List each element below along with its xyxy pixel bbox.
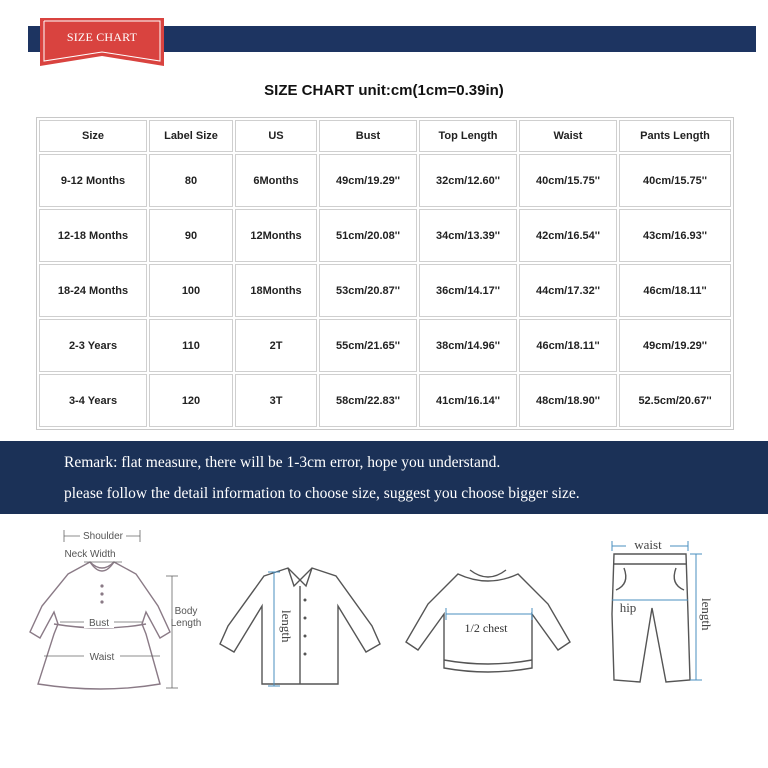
table-cell: 52.5cm/20.67'' xyxy=(619,374,731,427)
col-header-waist: Waist xyxy=(519,120,617,152)
col-header-bust: Bust xyxy=(319,120,417,152)
neck-width-label: Neck Width xyxy=(64,549,116,560)
table-cell: 53cm/20.87'' xyxy=(319,264,417,317)
table-cell: 46cm/18.11'' xyxy=(519,319,617,372)
table-cell: 12-18 Months xyxy=(39,209,147,262)
table-cell: 46cm/18.11'' xyxy=(619,264,731,317)
remark-line-2: please follow the detail information to choose size, suggest you choose bigger size. xyxy=(64,485,580,502)
table-row xyxy=(39,264,731,317)
table-cell: 2T xyxy=(235,319,317,372)
measurement-diagrams xyxy=(0,514,768,734)
table-cell: 42cm/16.54'' xyxy=(519,209,617,262)
table-cell: 100 xyxy=(149,264,233,317)
pants-diagram xyxy=(590,514,740,704)
body-length-label-2: Length xyxy=(170,618,202,629)
table-cell: 41cm/16.14'' xyxy=(419,374,517,427)
table-cell: 110 xyxy=(149,319,233,372)
table-cell: 32cm/12.60'' xyxy=(419,154,517,207)
table-cell: 49cm/19.29'' xyxy=(619,319,731,372)
size-table xyxy=(36,117,734,430)
col-header-us: US xyxy=(235,120,317,152)
table-row xyxy=(39,209,731,262)
table-cell: 49cm/19.29'' xyxy=(319,154,417,207)
table-cell: 51cm/20.08'' xyxy=(319,209,417,262)
col-header-label-size: Label Size xyxy=(149,120,233,152)
size-chart-badge xyxy=(40,18,164,70)
sweater-diagram xyxy=(398,514,578,704)
table-cell: 6Months xyxy=(235,154,317,207)
table-cell: 40cm/15.75'' xyxy=(519,154,617,207)
table-row xyxy=(39,374,731,427)
table-cell: 3-4 Years xyxy=(39,374,147,427)
badge-label: SIZE CHART xyxy=(66,30,138,44)
bust-label: Bust xyxy=(88,618,110,629)
table-cell: 18-24 Months xyxy=(39,264,147,317)
remark-band xyxy=(0,441,768,514)
dress-diagram xyxy=(10,514,210,704)
pants-waist-label: waist xyxy=(634,537,662,552)
table-cell: 55cm/21.65'' xyxy=(319,319,417,372)
table-cell: 12Months xyxy=(235,209,317,262)
table-cell: 9-12 Months xyxy=(39,154,147,207)
table-cell: 80 xyxy=(149,154,233,207)
shoulder-label: Shoulder xyxy=(82,531,124,542)
shirt-diagram xyxy=(212,514,392,704)
table-cell: 34cm/13.39'' xyxy=(419,209,517,262)
badge-ribbon-shape xyxy=(40,18,164,72)
col-header-size: Size xyxy=(39,120,147,152)
chest-label: 1/2 chest xyxy=(464,621,508,635)
shirt-length-label: length xyxy=(279,610,294,643)
table-cell: 36cm/14.17'' xyxy=(419,264,517,317)
waist-label: Waist xyxy=(89,652,115,663)
table-cell: 43cm/16.93'' xyxy=(619,209,731,262)
col-header-pants-length: Pants Length xyxy=(619,120,731,152)
table-cell: 2-3 Years xyxy=(39,319,147,372)
table-row xyxy=(39,154,731,207)
col-header-top-length: Top Length xyxy=(419,120,517,152)
table-cell: 38cm/14.96'' xyxy=(419,319,517,372)
table-cell: 18Months xyxy=(235,264,317,317)
remark-line-1: Remark: flat measure, there will be 1-3cm error, hope you understand. xyxy=(64,454,501,471)
table-header-row xyxy=(39,120,731,152)
body-length-label-1: Body xyxy=(174,606,198,617)
table-cell: 120 xyxy=(149,374,233,427)
chart-title: SIZE CHART unit:cm(1cm=0.39in) xyxy=(264,82,504,99)
table-cell: 90 xyxy=(149,209,233,262)
table-cell: 3T xyxy=(235,374,317,427)
table-cell: 58cm/22.83'' xyxy=(319,374,417,427)
table-cell: 48cm/18.90'' xyxy=(519,374,617,427)
table-row xyxy=(39,319,731,372)
pants-length-label: length xyxy=(699,598,714,631)
pants-hip-label: hip xyxy=(619,600,637,615)
table-cell: 44cm/17.32'' xyxy=(519,264,617,317)
table-cell: 40cm/15.75'' xyxy=(619,154,731,207)
